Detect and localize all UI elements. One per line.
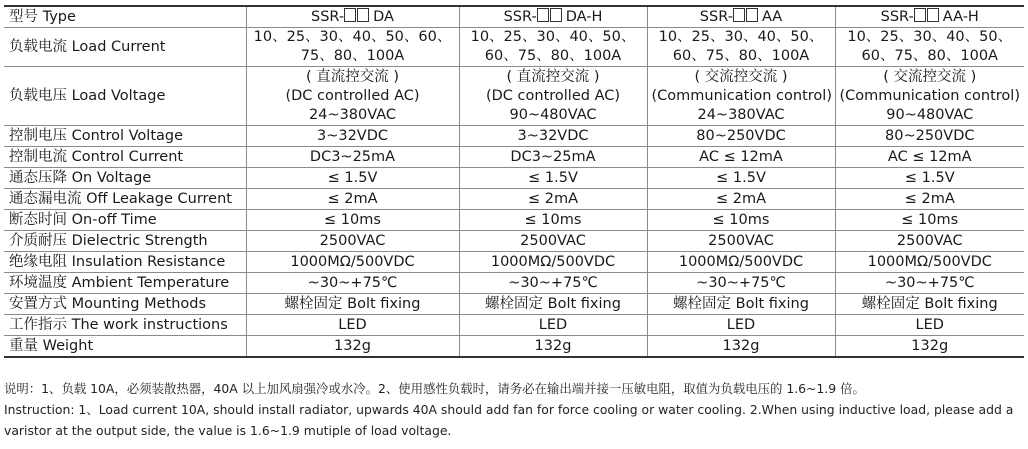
placeholder-box-icon (344, 8, 356, 22)
row-value: LED (835, 315, 1024, 336)
load-current-value (246, 28, 459, 67)
table-row (4, 189, 1024, 210)
load-voltage-value (246, 67, 459, 126)
row-value: LED (246, 315, 459, 336)
table-row-load-current (4, 28, 1024, 67)
load-voltage-value (459, 67, 647, 126)
table-row-load-voltage (4, 67, 1024, 126)
row-value: 1000MΩ/500VDC (459, 252, 647, 273)
row-value: DC3~25mA (459, 147, 647, 168)
model-suffix: AA-H (942, 8, 979, 25)
value-line: (DC controlled AC) (485, 87, 621, 104)
row-label: 重量 Weight (4, 336, 246, 358)
row-value: ~30~+75℃ (647, 273, 835, 294)
row-value: 1000MΩ/500VDC (246, 252, 459, 273)
placeholder-box-icon (914, 8, 926, 22)
model-suffix: DA (373, 8, 394, 25)
model-prefix: SSR- (699, 8, 733, 25)
table-row-type (4, 6, 1024, 28)
model-cell (647, 6, 835, 28)
row-value: LED (459, 315, 647, 336)
row-label: 控制电压 Control Voltage (4, 126, 246, 147)
row-value: AC ≤ 12mA (835, 147, 1024, 168)
placeholder-box-icon (537, 8, 549, 22)
table-row (4, 294, 1024, 315)
placeholder-box-icon (550, 8, 562, 22)
row-label: 通态漏电流 Off Leakage Current (4, 189, 246, 210)
value-line: 90~480VAC (509, 106, 597, 123)
value-line: ( 交流控交流 ) (694, 68, 788, 85)
model-cell (459, 6, 647, 28)
value-line: ( 交流控交流 ) (883, 68, 977, 85)
type-label: 型号 Type (4, 6, 246, 28)
value-line: ( 直流控交流 ) (506, 68, 600, 85)
load-voltage-value (835, 67, 1024, 126)
value-line: (Communication control) (839, 87, 1020, 104)
row-label: 断态时间 On-off Time (4, 210, 246, 231)
row-label: 控制电流 Control Current (4, 147, 246, 168)
row-value: ~30~+75℃ (835, 273, 1024, 294)
model-prefix: SSR- (311, 8, 345, 25)
table-row (4, 336, 1024, 358)
placeholder-box-icon (357, 8, 369, 22)
row-value: DC3~25mA (246, 147, 459, 168)
table-row (4, 147, 1024, 168)
row-value: 螺栓固定 Bolt fixing (459, 294, 647, 315)
load-current-value (835, 28, 1024, 67)
notes (4, 378, 1024, 441)
model-cell (246, 6, 459, 28)
row-value: ≤ 10ms (246, 210, 459, 231)
row-value: LED (647, 315, 835, 336)
row-label: 安置方式 Mounting Methods (4, 294, 246, 315)
spec-table (4, 5, 1024, 358)
load-voltage-value (647, 67, 835, 126)
table-row (4, 126, 1024, 147)
row-value: 2500VAC (647, 231, 835, 252)
row-value: 3~32VDC (246, 126, 459, 147)
value-line: 90~480VAC (886, 106, 974, 123)
value-line: 24~380VAC (697, 106, 785, 123)
row-value: ≤ 10ms (459, 210, 647, 231)
row-label: 通态压降 On Voltage (4, 168, 246, 189)
placeholder-box-icon (746, 8, 758, 22)
row-value: 132g (835, 336, 1024, 358)
row-value: 螺栓固定 Bolt fixing (246, 294, 459, 315)
value-line: ( 直流控交流 ) (305, 68, 400, 85)
row-value: 2500VAC (459, 231, 647, 252)
value-line: 10、25、30、40、50、60、 (253, 29, 452, 45)
row-value: ≤ 2mA (246, 189, 459, 210)
value-line: 10、25、30、40、50、 (658, 29, 824, 45)
table-row (4, 252, 1024, 273)
row-value: ≤ 2mA (835, 189, 1024, 210)
note-chinese: 说明：1、负载 10A，必须装散热器，40A 以上加风扇强冷或水冷。2、使用感性负载时，请务必在输出端并接一压敏电阻，取值为负载电压的 1.6~1.9 倍。 (4, 381, 865, 396)
value-line: (Communication control) (651, 87, 832, 104)
row-value: 1000MΩ/500VDC (647, 252, 835, 273)
row-value: ~30~+75℃ (246, 273, 459, 294)
row-value: ≤ 10ms (647, 210, 835, 231)
value-line: 60、75、80、100A (672, 48, 810, 64)
table-row (4, 210, 1024, 231)
row-value: ≤ 1.5V (647, 168, 835, 189)
row-value: ≤ 10ms (835, 210, 1024, 231)
row-value: 80~250VDC (647, 126, 835, 147)
row-label: 工作指示 The work instructions (4, 315, 246, 336)
row-value: ≤ 1.5V (459, 168, 647, 189)
note-english: Instruction: 1、Load current 10A, should install radiator, upwards 40A should add fan for force cooling or water cooling. 2.When using inductive load, please add a varistor at the output side, the value is 1.6~1.9 mutiple of load voltage. (4, 402, 1014, 438)
row-value: 螺栓固定 Bolt fixing (835, 294, 1024, 315)
row-label: 环境温度 Ambient Temperature (4, 273, 246, 294)
row-value: 2500VAC (835, 231, 1024, 252)
value-line: 60、75、80、100A (484, 48, 622, 64)
placeholder-box-icon (927, 8, 939, 22)
load-current-value (459, 28, 647, 67)
row-value: 80~250VDC (835, 126, 1024, 147)
row-value: 2500VAC (246, 231, 459, 252)
value-line: 75、80、100A (300, 48, 405, 64)
model-cell (835, 6, 1024, 28)
load-current-value (647, 28, 835, 67)
placeholder-box-icon (733, 8, 745, 22)
value-line: 60、75、80、100A (861, 48, 998, 64)
row-value: ≤ 1.5V (246, 168, 459, 189)
model-prefix: SSR- (503, 8, 537, 25)
model-prefix: SSR- (880, 8, 914, 25)
load-current-label: 负载电流 Load Current (4, 28, 246, 67)
row-label: 绝缘电阻 Insulation Resistance (4, 252, 246, 273)
row-value: 132g (459, 336, 647, 358)
row-value: 132g (246, 336, 459, 358)
row-value: 1000MΩ/500VDC (835, 252, 1024, 273)
row-value: ≤ 1.5V (835, 168, 1024, 189)
table-row (4, 168, 1024, 189)
row-value: AC ≤ 12mA (647, 147, 835, 168)
row-label: 介质耐压 Dielectric Strength (4, 231, 246, 252)
row-value: 螺栓固定 Bolt fixing (647, 294, 835, 315)
row-value: 3~32VDC (459, 126, 647, 147)
model-suffix: DA-H (565, 8, 603, 25)
row-value: ≤ 2mA (647, 189, 835, 210)
table-row (4, 231, 1024, 252)
row-value: ~30~+75℃ (459, 273, 647, 294)
value-line: 24~380VAC (308, 106, 397, 123)
load-voltage-label: 负载电压 Load Voltage (4, 67, 246, 126)
table-row (4, 273, 1024, 294)
row-value: 132g (647, 336, 835, 358)
value-line: 10、25、30、40、50、 (847, 29, 1013, 45)
value-line: 10、25、30、40、50、 (470, 29, 636, 45)
row-value: ≤ 2mA (459, 189, 647, 210)
value-line: (DC controlled AC) (285, 87, 420, 104)
table-row (4, 315, 1024, 336)
model-suffix: AA (761, 8, 783, 25)
